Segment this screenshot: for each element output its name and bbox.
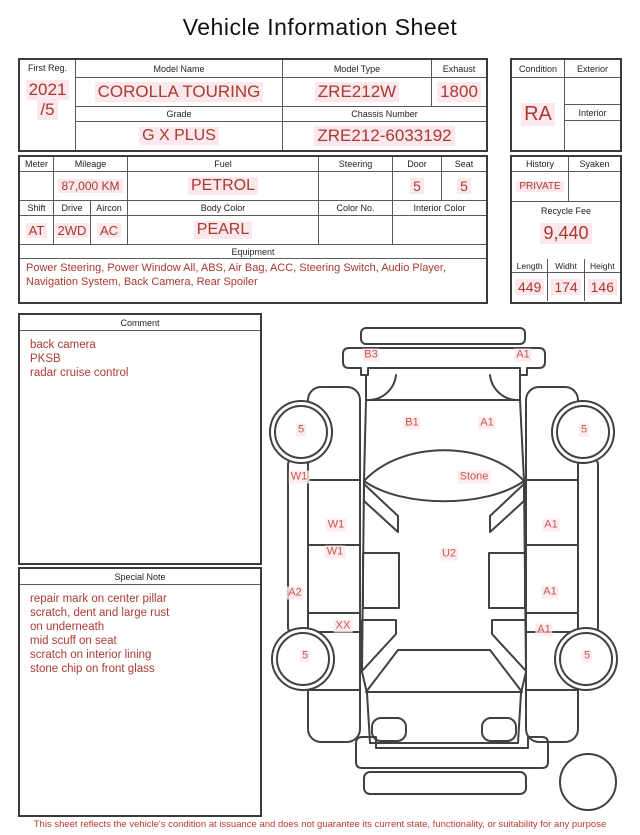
aircon-label: Aircon	[91, 201, 127, 215]
model-type-value: ZRE212W	[315, 82, 399, 102]
length-value: 449	[515, 279, 544, 295]
damage-mark-a2: A2	[288, 586, 302, 599]
damage-mark-a1: A1	[516, 348, 530, 361]
page-title: Vehicle Information Sheet	[182, 14, 458, 40]
damage-mark-b3: B3	[364, 348, 378, 361]
color-no-label: Color No.	[319, 201, 392, 215]
damage-mark-w1: W1	[326, 545, 344, 558]
width-value: 174	[551, 279, 580, 295]
syaken-value	[569, 172, 620, 201]
comment-line: radar cruise control	[30, 367, 129, 380]
model-name-value: COROLLA TOURING	[95, 82, 264, 102]
body-color-label: Body Color	[128, 201, 318, 215]
seat-label: Seat	[442, 157, 486, 171]
width-label: Widht	[548, 259, 583, 272]
fuel-label: Fuel	[128, 157, 318, 171]
special-note-line: scratch on interior lining	[30, 649, 152, 662]
first-reg-month: /5	[37, 100, 57, 120]
mileage-label: Mileage	[54, 157, 127, 171]
steering-label: Steering	[319, 157, 392, 171]
syaken-label: Syaken	[569, 157, 620, 171]
door-value: 5	[410, 178, 424, 194]
special-note-line: scratch, dent and large rust	[30, 607, 170, 620]
shift-value: AT	[26, 223, 48, 238]
interior-color-value	[393, 216, 486, 244]
damage-mark-b1: B1	[405, 416, 419, 429]
special-note-line: stone chip on front glass	[30, 663, 155, 676]
comment-line: back camera	[30, 339, 96, 351]
comment-box	[18, 313, 262, 565]
drive-label: Drive	[54, 201, 90, 215]
special-note-box	[18, 567, 262, 817]
vehicle-id-table	[18, 58, 488, 152]
damage-mark-u2: U2	[441, 547, 457, 560]
condition-value: RA	[521, 103, 555, 126]
special-note-body	[20, 585, 260, 683]
damage-mark-xx: XX	[335, 619, 351, 632]
seat-value: 5	[457, 178, 471, 194]
special-note-line: on underneath	[30, 621, 105, 634]
height-label: Height	[585, 259, 620, 272]
color-no-value	[319, 216, 392, 244]
model-type-label: Model Type	[283, 60, 431, 77]
first-reg-cell	[20, 60, 75, 150]
first-reg-label: First Reg.	[27, 63, 67, 73]
spec-table	[18, 155, 488, 304]
damage-mark-w1: W1	[327, 518, 345, 531]
meter-label: Meter	[20, 157, 53, 171]
footer-disclaimer: This sheet reflects the vehicle's condition at issuance and does not guarantee its current state, functionality, or suitability for any purpose	[33, 819, 607, 830]
interior-color-label: Interior Color	[393, 201, 486, 215]
condition-box	[510, 58, 622, 152]
height-value: 146	[588, 279, 617, 295]
drive-value: 2WD	[55, 223, 90, 238]
recycle-fee-label: Recycle Fee	[540, 206, 592, 216]
comment-body	[20, 331, 260, 387]
condition-label: Condition	[512, 60, 564, 77]
shift-label: Shift	[20, 201, 53, 215]
chassis-number-label: Chassis Number	[283, 107, 486, 121]
damage-mark-5: 5	[297, 423, 305, 436]
model-name-label: Model Name	[76, 60, 282, 77]
history-label: History	[512, 157, 568, 171]
special-note-line: mid scuff on seat	[30, 635, 117, 648]
first-reg-year: 2021	[26, 80, 70, 100]
steering-value	[319, 172, 392, 200]
body-color-value: PEARL	[194, 221, 252, 239]
comment-header: Comment	[20, 315, 260, 331]
fuel-value: PETROL	[188, 177, 258, 195]
meter-value	[20, 172, 53, 200]
length-label: Length	[512, 259, 547, 272]
car-damage-diagram	[268, 310, 640, 822]
damage-mark-5: 5	[583, 649, 591, 662]
damage-mark-5: 5	[301, 649, 309, 662]
damage-mark-a1: A1	[544, 518, 558, 531]
equipment-label: Equipment	[20, 245, 486, 258]
interior-label: Interior	[565, 105, 620, 120]
special-note-line: repair mark on center pillar	[30, 593, 167, 605]
recycle-fee-value: 9,440	[540, 223, 591, 244]
history-value: PRIVATE	[516, 181, 563, 192]
damage-mark-stone: Stone	[459, 470, 489, 483]
equipment-value: Power Steering, Power Window All, ABS, Air Bag, ACC, Steering Switch, Audio Player, Navigation System, Back Camera, Rear Spoiler	[20, 259, 486, 302]
damage-mark-5: 5	[580, 423, 588, 436]
exterior-label: Exterior	[565, 60, 620, 77]
exhaust-label: Exhaust	[432, 60, 486, 77]
damage-mark-w1: W1	[290, 470, 308, 483]
special-note-header: Special Note	[20, 569, 260, 585]
exterior-value	[565, 78, 620, 104]
damage-mark-a1: A1	[543, 585, 557, 598]
door-label: Door	[393, 157, 441, 171]
grade-value: G X PLUS	[139, 127, 219, 145]
exhaust-value: 1800	[437, 82, 481, 102]
damage-mark-a1: A1	[537, 623, 551, 636]
diagram-marks-layer	[268, 310, 640, 822]
grade-label: Grade	[76, 107, 282, 121]
mileage-value: 87,000 KM	[58, 179, 122, 193]
aircon-value: AC	[97, 223, 121, 238]
comment-line: PKSB	[30, 353, 61, 366]
chassis-number-value: ZRE212-6033192	[314, 126, 454, 146]
damage-mark-a1: A1	[480, 416, 494, 429]
history-fee-box	[510, 155, 622, 304]
interior-value	[565, 121, 620, 150]
